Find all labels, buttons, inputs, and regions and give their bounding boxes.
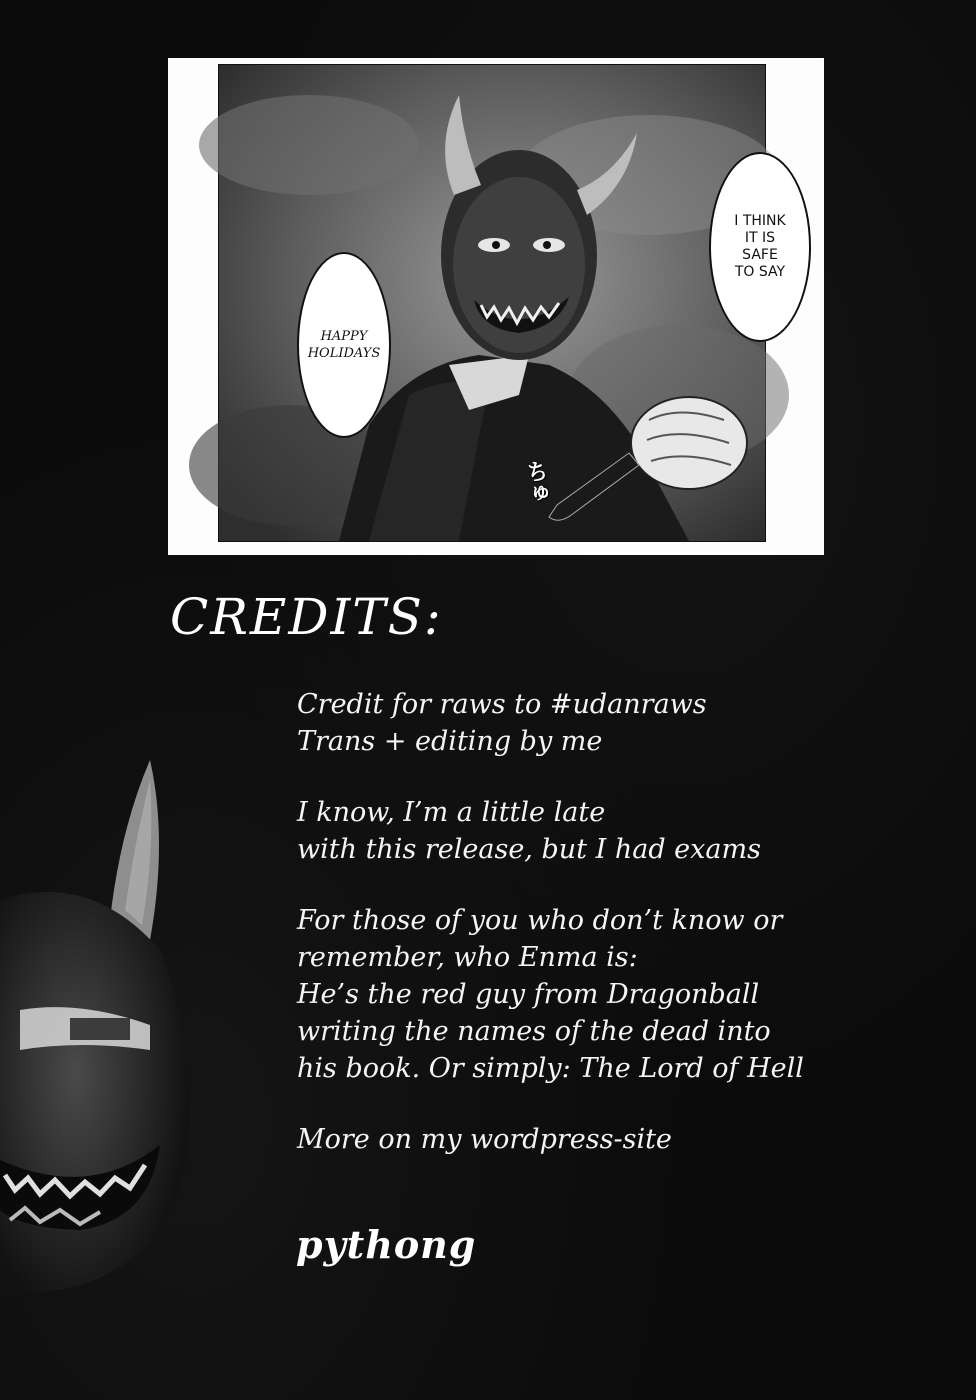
credits-title: CREDITS: <box>170 588 443 646</box>
credits-paragraph-enma: For those of you who don’t know or remember, who Enma is: He’s the red guy from Dragonball writing the names of the dead into his book. Or simply: The Lord of Hell <box>297 905 804 1084</box>
sound-effect: ちゅ <box>523 460 549 504</box>
panel-illustration <box>218 64 786 542</box>
signature: pythong <box>296 1222 477 1267</box>
oni-mask-decoration <box>0 750 220 1310</box>
credits-body <box>297 686 937 1192</box>
speech-bubble-safe-to-say: I THINK IT IS SAFE TO SAY <box>709 152 811 342</box>
credits-paragraph-raws: Credit for raws to #udanraws Trans + editing by me <box>297 689 707 757</box>
credits-paragraph-late: I know, I’m a little late with this release, but I had exams <box>297 797 761 865</box>
speech-bubble-happy-holidays: HAPPY HOLIDAYS <box>297 252 391 438</box>
credits-paragraph-wordpress: More on my wordpress-site <box>297 1124 672 1155</box>
manga-panel <box>168 58 824 555</box>
